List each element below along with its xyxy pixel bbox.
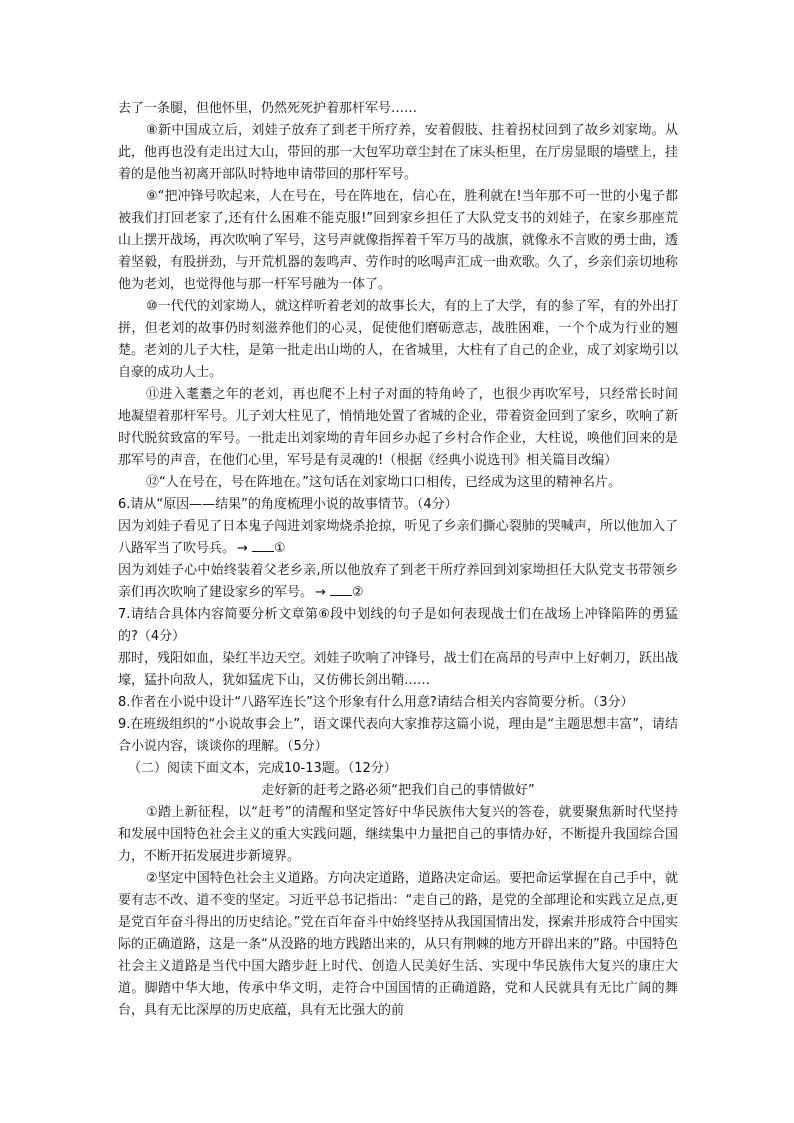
question-9: 9.在班级组织的“小说故事会上”，语文课代表向大家推荐这篇小说，理由是“主题思想丰富”，请结合小说内容，谈谈你的理解。（5分） bbox=[118, 717, 678, 754]
paragraph-8: ⑧新中国成立后，刘娃子放弃了到老干所疗养，安着假肢、拄着拐杖回到了故乡刘家坳。从此，他再也没有走出过大山，带回的那一大包军功章尘封在了床头柜里，在厅房显眼的墙壁上，挂着的是他当初离开部队时特地申请带回的那杆军号。 bbox=[118, 123, 678, 182]
answer-blank-2[interactable] bbox=[330, 583, 352, 596]
question-8: 8.作者在小说中设计“八路军连长”这个形象有什么用意?请结合相关内容简要分析。（3分） bbox=[118, 695, 634, 710]
paragraph-continued: 去了一条腿，但他怀里，仍然死死护着那杆军号…… bbox=[118, 101, 418, 116]
paragraph-12: ⑫“人在号在，号在阵地在。”这句话在刘家坳口口相传，已经成为这里的精神名片。 bbox=[146, 475, 621, 490]
answer-mark-2: ② bbox=[351, 585, 364, 600]
paragraph-11: ⑪进入耄耋之年的老刘，再也爬不上村子对面的特角岭了，也很少再吹军号，只经常长时间地凝望着那杆军号。儿子刘大柱见了，悄悄地处置了省城的企业，带着资金回到了家乡，吹响了新时代脱贫致富的军号。一批走出刘家坳的青年回乡办起了乡村合作企业，大柱说，唤他们回来的是那军号的声音，在他们心里，军号是有灵魂的!（根据《经典小说选刊》相关篇目改编） bbox=[118, 387, 678, 468]
answer-blank-1[interactable] bbox=[252, 539, 274, 552]
question-6-line-2-text: 因为刘娃子心中始终装着父老乡亲,所以他放弃了到老干所疗养回到刘家坳担任大队党支书带领乡亲们再次吹响了建设家乡的军号。 bbox=[118, 563, 678, 600]
section-2-paragraph-1: ①踏上新征程，以“赶考”的清醒和坚定答好中华民族伟大复兴的答卷，就要聚焦新时代坚持和发展中国特色社会主义的重大实践问题，继续集中力量把自己的事情办好，不断提升我国综合国力，不断开拓发展进步新境界。 bbox=[118, 805, 678, 864]
document-page bbox=[118, 98, 678, 1022]
paragraph-9: ⑨“把冲锋号吹起来，人在号在，号在阵地在，信心在，胜利就在!当年那不可一世的小鬼子都被我们打回老家了,还有什么困难不能克服!”回到家乡担任了大队党支书的刘娃子，在家乡那座荒山上摆开战场，再次吹响了军号，这号声就像指挥着千军万马的战旗，就像永不言败的勇士曲，透着坚毅，有股拼劲，与开荒机器的轰鸣声、劳作时的吆喝声汇成一曲欢歌。久了，乡亲们亲切地称他为老刘，也觉得他与那一杆军号融为一体了。 bbox=[118, 189, 678, 292]
question-6: 6.请从“原因——结果”的角度梳理小说的故事情节。（4分） bbox=[118, 497, 458, 512]
arrow-1: → bbox=[237, 541, 248, 556]
question-6-line-1-text: 因为刘娃子看见了日本鬼子闯进刘家坳烧杀抢掠，听见了乡亲们撕心裂肺的哭喊声，所以他加入了八路军当了吹号兵。 bbox=[118, 519, 678, 556]
question-6-line-2 bbox=[118, 560, 678, 604]
question-7: 7.请结合具体内容简要分析文章第⑥段中划线的句子是如何表现战士们在战场上冲锋陷阵的勇猛的?（4分） bbox=[118, 607, 678, 644]
arrow-2: → bbox=[315, 585, 326, 600]
question-6-line-1 bbox=[118, 516, 678, 560]
paragraph-10: ⑩一代代的刘家坳人，就这样听着老刘的故事长大，有的上了大学，有的参了军，有的外出打拼，但老刘的故事仍时刻滋养他们的心灵，促使他们磨砺意志，战胜困难，一个个成为行业的翘楚。老刘的儿子大柱，是第一批走出山坳的人，在省城里，大柱有了自己的企业，成了刘家坳引以自豪的成功人士。 bbox=[118, 299, 678, 380]
section-2-header: （二）阅读下面文本，完成10-13题。（12分） bbox=[128, 761, 397, 776]
answer-mark-1: ① bbox=[273, 541, 286, 556]
section-2-paragraph-2: ②坚定中国特色社会主义道路。方向决定道路，道路决定命运。要把命运掌握在自己手中，就要有志不改、道不变的坚定。习近平总书记指出：“走自己的路，是党的全部理论和实践立足点,更是党百年奋斗得出的历史结论。”党在百年奋斗中始终坚持从我国国情出发，探索并形成符合中国实际的正确道路，这是一条“从没路的地方践踏出来的，从只有荆棘的地方开辟出来的”路。中国特色社会主义道路是当代中国大踏步赶上时代、创造人民美好生活、实现中华民族伟大复兴的康庄大道。脚踏中华大地，传承中华文明，走符合中国国情的正确道路，党和人民就具有无比广阔的舞台，具有无比深厚的历史底蕴，具有无比强大的前 bbox=[118, 871, 678, 1018]
question-7-quote: 那时，残阳如血，染红半边天空。刘娃子吹响了冲锋号，战士们在高昂的号声中上好刺刀，跃出战壕，猛扑向敌人，犹如猛虎下山，又仿佛长剑出鞘…… bbox=[118, 651, 678, 688]
section-2-title: 走好新的赶考之路必须“把我们自己的事情做好” bbox=[261, 783, 535, 798]
